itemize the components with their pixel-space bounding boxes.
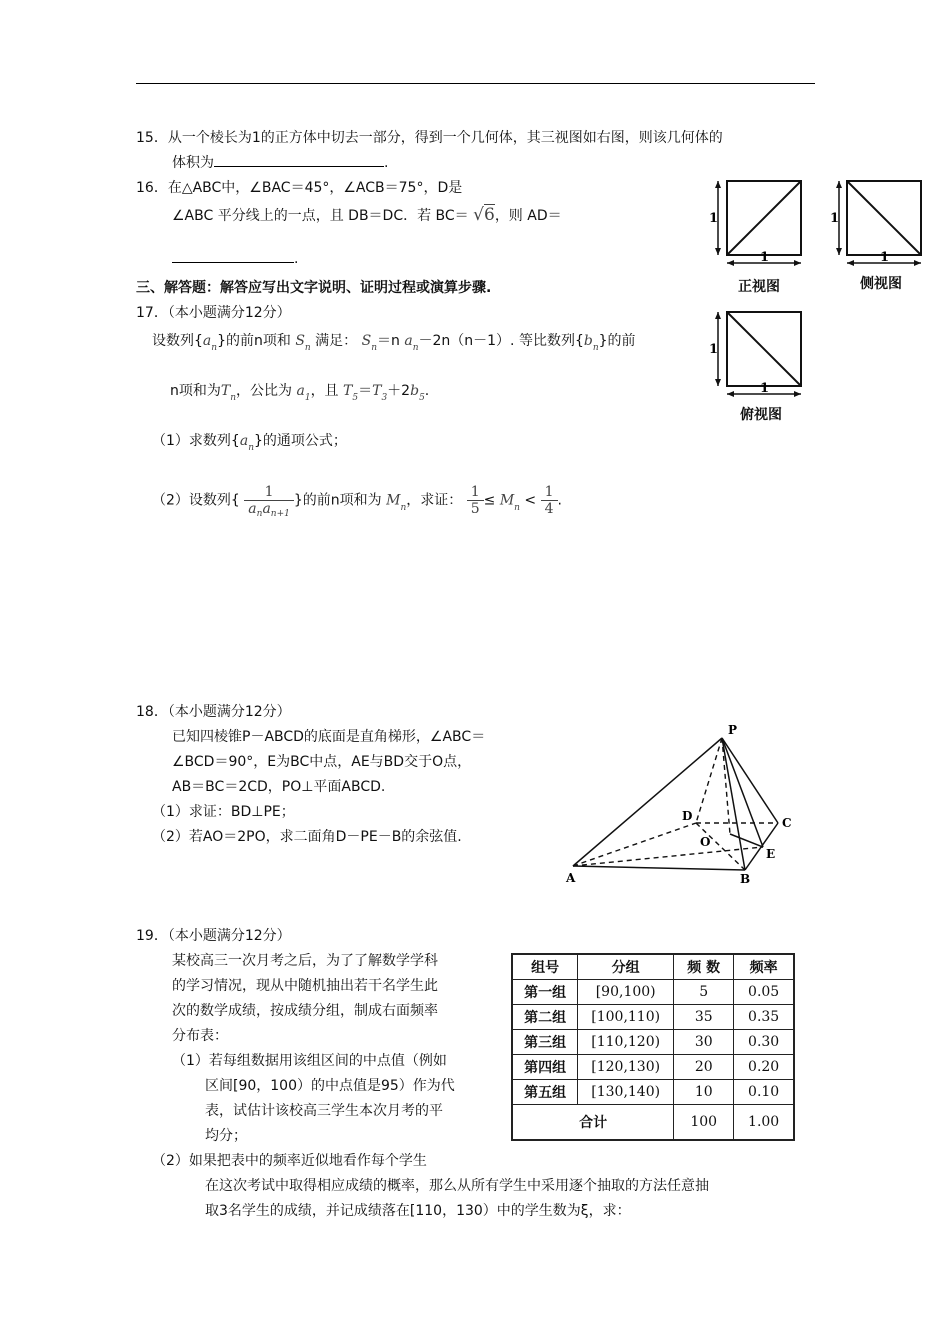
q19-line4: 分布表： [172, 1028, 228, 1044]
answer-blank[interactable] [214, 152, 384, 167]
q19-line3: 次的数学成绩，按成绩分组，制成右面频率 [172, 1003, 438, 1019]
top-view-label: 俯视图 [740, 407, 782, 423]
q17-part1: （1）求数列$\{a_n\}$的通项公式； [152, 433, 347, 453]
svg-text:1: 1 [830, 211, 840, 226]
pyramid-figure [560, 720, 800, 890]
q18-part2: （2）若AO＝2PO，求二面角D－PE－B的余弦值. [152, 829, 462, 845]
front-view [709, 181, 801, 266]
answer-blank[interactable] [172, 248, 294, 263]
label-C: C [782, 816, 792, 830]
q19-part1-line1: （1）若每组数据用该组区间的中点值（例如 [172, 1053, 447, 1069]
sqrt-6: √6 [473, 205, 495, 225]
fraction-1-over-anan1: $\frac{1}{a_na_{n+1}}$ [244, 484, 294, 517]
q15-line2: 体积为 . [172, 152, 388, 172]
table-total-row: 合计 100 1.00 [512, 1105, 794, 1141]
q16-line2: ∠ABC 平分线上的一点，且 DB＝DC．若 BC＝ √6，则 AD＝ [172, 205, 562, 225]
q19-part1-line4: 均分； [205, 1128, 247, 1144]
label-O: O [700, 835, 711, 849]
header-rule [136, 83, 815, 84]
q19-line2: 的学习情况，现从中随机抽出若干名学生此 [172, 978, 438, 994]
label-P: P [728, 723, 738, 737]
table-row: 第四组 [120,130) 20 0.20 [512, 1055, 794, 1080]
q16-line1: 16．在△ABC中，∠BAC＝45°，∠ACB＝75°，D是 [136, 180, 463, 196]
frequency-table [511, 953, 795, 1141]
table-row: 第二组 [100,110) 35 0.35 [512, 1005, 794, 1030]
q19-part1-line2: 区间[90，100）的中点值是95）作为代 [205, 1078, 455, 1094]
q15-line1: 15．从一个棱长为1的正方体中切去一部分，得到一个几何体，其三视图如右图，则该几何体的 [136, 130, 723, 146]
side-view-label: 侧视图 [860, 276, 902, 292]
q19-header: 19．（本小题满分12分） [136, 928, 291, 944]
q17-line1: 设数列$\{a_n\}$的前n项和 $S_n$ 满足： $S_n=n$ $a_n-2n(n-1)$. 等比数列$\{b_n\}$的前 [152, 333, 636, 353]
svg-text:1: 1 [709, 342, 719, 357]
table-header-row: 组号 分组 频 数 频率 [512, 954, 794, 980]
svg-text:1: 1 [709, 211, 719, 226]
q18-line1: 已知四棱锥P－ABCD的底面是直角梯形，∠ABC＝ [172, 729, 486, 745]
section-3-title: 三、解答题：解答应写出文字说明、证明过程或演算步骤. [136, 280, 492, 296]
q18-line3: AB＝BC＝2CD，PO⊥平面ABCD. [172, 779, 386, 795]
q19-part2-line3: 取3名学生的成绩，并记成绩落在[110，130）中的学生数为ξ，求： [205, 1203, 631, 1219]
label-B: B [740, 872, 751, 886]
q19-line1: 某校高三一次月考之后，为了了解数学学科 [172, 953, 438, 969]
three-views-figure [706, 172, 926, 422]
q19-part2-line1: （2）如果把表中的频率近似地看作每个学生 [152, 1153, 427, 1169]
label-D: D [682, 809, 693, 823]
q18-header: 18．（本小题满分12分） [136, 704, 291, 720]
table-row: 第一组 [90,100) 5 0.05 [512, 980, 794, 1005]
svg-text:1: 1 [880, 250, 890, 265]
side-view [830, 181, 921, 266]
label-E: E [766, 847, 776, 861]
q17-part2: （2）设数列{ $\frac{1}{a_na_{n+1}}$ }的前n项和为 $M_n$，求证： $\frac{1}{5}$ ≤ $M_n$ < $\frac{1}{4}$ . [152, 484, 562, 519]
q17-header: 17．（本小题满分12分） [136, 305, 291, 321]
fraction-1-4: $\frac{1}{4}$ [541, 484, 558, 517]
q19-part2-line2: 在这次考试中取得相应成绩的概率，那么从所有学生中采用逐个抽取的方法任意抽 [205, 1178, 709, 1194]
q16-line3: . [172, 248, 298, 267]
front-view-label: 正视图 [738, 279, 780, 295]
q19-part1-line3: 表，试估计该校高三学生本次月考的平 [205, 1103, 443, 1119]
svg-text:1: 1 [760, 381, 770, 396]
q17-line2: n项和为$T_n$，公比为 $a_1$，且 $T_5=T_3+2b_5$. [170, 383, 430, 403]
svg-text:1: 1 [760, 250, 770, 265]
label-A: A [566, 871, 576, 885]
q18-line2: ∠BCD＝90°，E为BC中点，AE与BD交于O点， [172, 754, 472, 770]
table-row: 第五组 [130,140) 10 0.10 [512, 1080, 794, 1105]
table-row: 第三组 [110,120) 30 0.30 [512, 1030, 794, 1055]
fraction-1-5: $\frac{1}{5}$ [467, 484, 484, 517]
q18-part1: （1）求证：BD⊥PE； [152, 804, 295, 820]
top-view [709, 312, 801, 397]
